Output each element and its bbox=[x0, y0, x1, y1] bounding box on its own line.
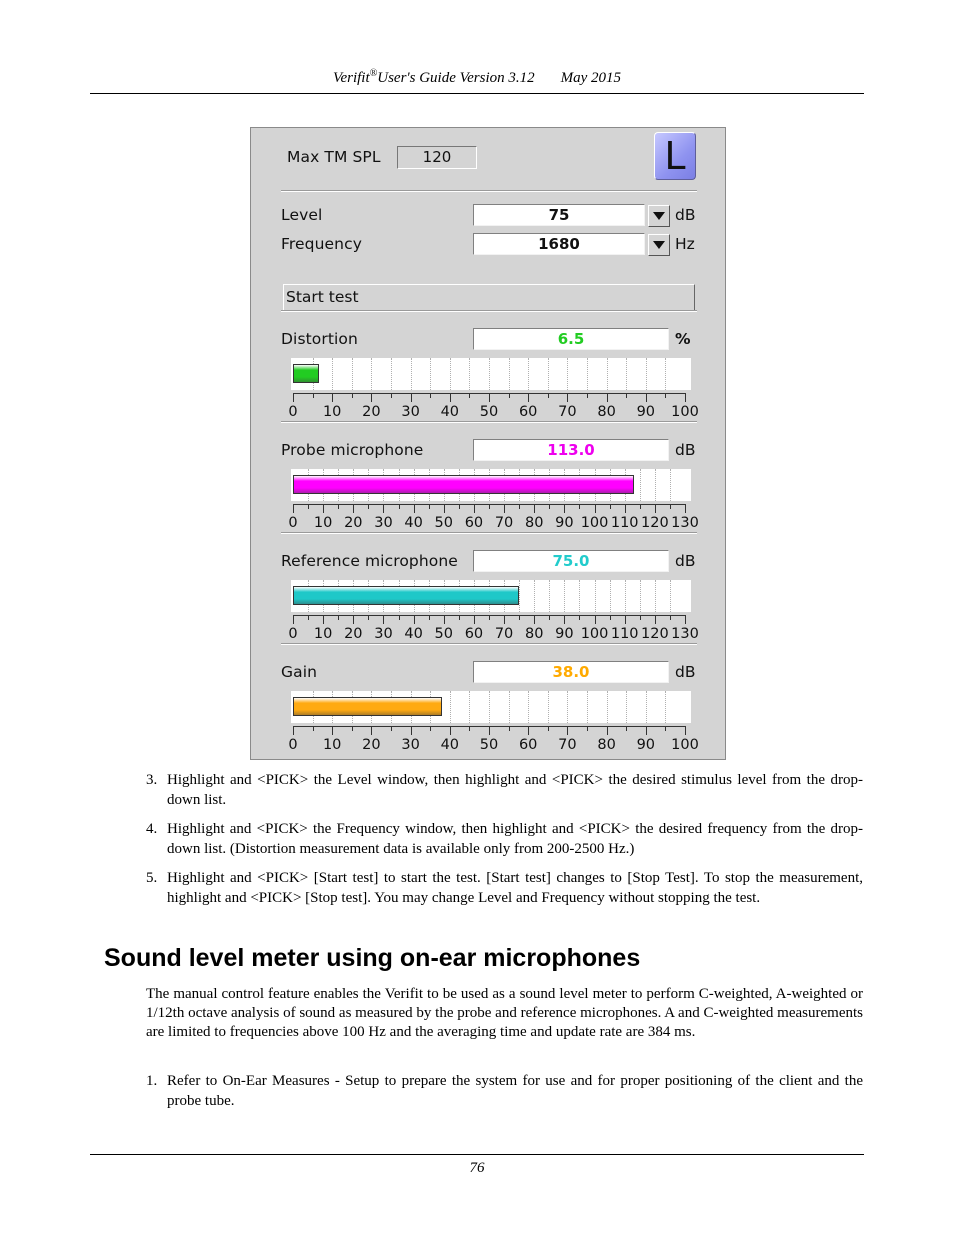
scale-tick bbox=[411, 393, 412, 402]
scale-tick bbox=[607, 393, 608, 402]
scale-tick bbox=[626, 393, 627, 398]
scale-tick bbox=[459, 615, 460, 620]
scale-tick bbox=[489, 393, 490, 402]
frequency-dropdown-arrow-icon[interactable] bbox=[648, 234, 670, 256]
scale-tick bbox=[399, 504, 400, 509]
scale-tick-label: 0 bbox=[288, 404, 298, 420]
scale-tick bbox=[371, 726, 372, 735]
grid-line bbox=[670, 580, 671, 612]
scale-tick-label: 80 bbox=[597, 737, 616, 753]
scale-tick-label: 120 bbox=[641, 515, 669, 531]
scale-tick bbox=[429, 504, 430, 509]
scale-tick-label: 30 bbox=[401, 404, 420, 420]
scale-tick bbox=[548, 726, 549, 731]
divider bbox=[281, 310, 697, 312]
max-tm-spl-value: 120 bbox=[397, 146, 477, 169]
scale-tick bbox=[338, 615, 339, 620]
list-text: Highlight and <PICK> the Level window, then highlight and <PICK> the desired stimulus level from the drop-down list. bbox=[167, 772, 863, 808]
list-item bbox=[146, 869, 863, 908]
scale-tick bbox=[640, 615, 641, 620]
list-number: 4. bbox=[146, 821, 158, 837]
divider bbox=[281, 421, 697, 423]
grid-line bbox=[670, 469, 671, 501]
scale-tick bbox=[549, 615, 550, 620]
grid-line bbox=[509, 691, 510, 723]
scale-tick bbox=[414, 615, 415, 624]
meter-bar-track bbox=[291, 580, 691, 612]
grid-line bbox=[655, 469, 656, 501]
grid-line bbox=[489, 358, 490, 390]
scale-tick bbox=[548, 393, 549, 398]
scale-tick bbox=[391, 393, 392, 398]
scale-tick bbox=[665, 393, 666, 398]
header-title: Verifit bbox=[332, 70, 370, 86]
scale-tick-label: 70 bbox=[558, 404, 577, 420]
scale-tick bbox=[534, 504, 535, 513]
page-header bbox=[90, 68, 864, 87]
scale-tick bbox=[685, 393, 686, 402]
scale-tick bbox=[685, 504, 686, 513]
list-item bbox=[146, 1072, 863, 1111]
scale-tick bbox=[411, 726, 412, 735]
grid-line bbox=[665, 358, 666, 390]
scale-tick bbox=[665, 726, 666, 731]
scale-tick bbox=[352, 393, 353, 398]
scale-tick bbox=[504, 615, 505, 624]
scale-tick bbox=[610, 504, 611, 509]
scale-tick bbox=[625, 615, 626, 624]
manual-control-panel bbox=[250, 127, 726, 760]
grid-line bbox=[646, 358, 647, 390]
grid-line bbox=[640, 580, 641, 612]
scale-tick-label: 10 bbox=[322, 404, 342, 420]
meter-value-field: 38.0 bbox=[473, 661, 669, 683]
meter-value-field: 113.0 bbox=[473, 439, 669, 461]
scale-tick-label: 30 bbox=[374, 515, 393, 531]
scale-tick bbox=[391, 726, 392, 731]
scale-tick-label: 90 bbox=[555, 626, 574, 642]
meter-value-field: 6.5 bbox=[473, 328, 669, 350]
scale-tick bbox=[459, 504, 460, 509]
scale-tick bbox=[323, 504, 324, 513]
meter-bar-track bbox=[291, 691, 691, 723]
scale-tick bbox=[293, 504, 294, 513]
grid-line bbox=[626, 358, 627, 390]
scale-tick bbox=[332, 726, 333, 735]
meter-label: Reference microphone bbox=[281, 552, 458, 570]
grid-line bbox=[548, 358, 549, 390]
scale-tick-label: 40 bbox=[404, 626, 423, 642]
meter-unit: dB bbox=[675, 663, 696, 681]
scale-tick bbox=[430, 393, 431, 398]
grid-line bbox=[579, 580, 580, 612]
meter-bar-fill bbox=[293, 475, 634, 494]
grid-line bbox=[626, 691, 627, 723]
scale-tick bbox=[353, 504, 354, 513]
scale-tick bbox=[383, 504, 384, 513]
scale-tick-label: 20 bbox=[344, 515, 363, 531]
scale-tick bbox=[399, 615, 400, 620]
header-rule bbox=[90, 93, 864, 94]
scale-tick-label: 90 bbox=[555, 515, 574, 531]
section-heading: Sound level meter using on-ear microphones bbox=[104, 944, 641, 972]
scale-tick-label: 70 bbox=[558, 737, 577, 753]
meter-label: Gain bbox=[281, 663, 318, 681]
header-title-rest: User's Guide Version 3.12 bbox=[377, 70, 535, 86]
level-dropdown-arrow-icon[interactable] bbox=[648, 205, 670, 227]
max-tm-spl-label: Max TM SPL bbox=[287, 148, 381, 166]
scale-tick bbox=[528, 393, 529, 402]
scale-tick-label: 20 bbox=[362, 404, 381, 420]
scale-tick-label: 10 bbox=[313, 515, 333, 531]
scale-tick bbox=[430, 726, 431, 731]
scale-tick bbox=[595, 504, 596, 513]
grid-line bbox=[567, 358, 568, 390]
grid-line bbox=[430, 358, 431, 390]
meter-value-field: 75.0 bbox=[473, 550, 669, 572]
footer-rule bbox=[90, 1154, 864, 1155]
scale-tick-label: 10 bbox=[322, 737, 342, 753]
scale-tick bbox=[414, 504, 415, 513]
level-field[interactable]: 75 bbox=[473, 204, 645, 226]
grid-line bbox=[549, 580, 550, 612]
grid-line bbox=[469, 691, 470, 723]
scale-tick-label: 40 bbox=[440, 737, 460, 753]
grid-line bbox=[646, 691, 647, 723]
scale-tick bbox=[685, 615, 686, 624]
scale-tick bbox=[528, 726, 529, 735]
scale-tick-label: 50 bbox=[434, 626, 453, 642]
scale-tick bbox=[338, 504, 339, 509]
scale-tick-label: 110 bbox=[610, 626, 639, 642]
list-number: 3. bbox=[146, 772, 158, 788]
scale-tick bbox=[579, 504, 580, 509]
scale-tick bbox=[469, 726, 470, 731]
list-number: 5. bbox=[146, 870, 158, 886]
list-number: 1. bbox=[146, 1073, 158, 1089]
scale-tick-label: 60 bbox=[518, 737, 538, 753]
scale-tick-label: 90 bbox=[636, 404, 656, 420]
scale-tick-label: 110 bbox=[610, 515, 639, 531]
scale-tick-label: 80 bbox=[524, 626, 544, 642]
ear-select-button[interactable]: L bbox=[654, 132, 696, 180]
grid-line bbox=[371, 358, 372, 390]
scale-tick-label: 20 bbox=[362, 737, 381, 753]
scale-tick-label: 30 bbox=[401, 737, 420, 753]
scale-tick bbox=[352, 726, 353, 731]
meter-bar-track bbox=[291, 469, 691, 501]
scale-tick bbox=[534, 615, 535, 624]
scale-tick bbox=[368, 615, 369, 620]
meter-unit: % bbox=[675, 330, 691, 348]
scale-tick-label: 80 bbox=[524, 515, 544, 531]
list-text: Highlight and <PICK> [Start test] to start the test. [Start test] changes to [Stop Test]. To stop the measurement, highlight and <PICK> [Stop test]. You may change Level and Frequency without stopping the test. bbox=[167, 870, 863, 906]
scale-tick bbox=[670, 615, 671, 620]
meter-bar-fill bbox=[293, 364, 319, 383]
scale-tick bbox=[469, 393, 470, 398]
scale-tick bbox=[564, 615, 565, 624]
scale-tick bbox=[587, 726, 588, 731]
scale-tick bbox=[625, 504, 626, 513]
scale-tick bbox=[293, 726, 294, 735]
grid-line bbox=[391, 358, 392, 390]
section-paragraph: The manual control feature enables the Verifit to be used as a sound level meter to perform C-weighted, A-weighted or 1/12th octave analysis of sound as measured by the probe and reference microphones. A and C-weighted measurements are limited to frequencies above 100 Hz and the averaging time and update rate are 384 ms. bbox=[146, 986, 863, 1040]
meter-scale bbox=[288, 726, 699, 760]
scale-tick bbox=[549, 504, 550, 509]
scale-tick-label: 50 bbox=[479, 404, 499, 420]
scale-tick-label: 0 bbox=[288, 515, 298, 531]
scale-tick bbox=[646, 393, 647, 402]
scale-tick bbox=[313, 393, 314, 398]
scale-tick bbox=[587, 393, 588, 398]
scale-tick-label: 90 bbox=[636, 737, 656, 753]
scale-tick bbox=[640, 504, 641, 509]
scale-tick bbox=[429, 615, 430, 620]
grid-line bbox=[655, 580, 656, 612]
scale-tick bbox=[489, 504, 490, 509]
grid-line bbox=[509, 358, 510, 390]
scale-tick-label: 50 bbox=[434, 515, 453, 531]
frequency-label: Frequency bbox=[281, 235, 362, 253]
scale-tick bbox=[489, 726, 490, 735]
start-test-button[interactable]: Start test bbox=[283, 284, 695, 311]
scale-tick-label: 40 bbox=[440, 404, 460, 420]
scale-tick bbox=[323, 615, 324, 624]
grid-line bbox=[607, 358, 608, 390]
scale-tick bbox=[567, 393, 568, 402]
level-unit: dB bbox=[675, 206, 696, 224]
scale-tick bbox=[610, 615, 611, 620]
grid-line bbox=[610, 580, 611, 612]
scale-tick-label: 30 bbox=[374, 626, 393, 642]
scale-tick-label: 70 bbox=[494, 515, 514, 531]
meter-unit: dB bbox=[675, 552, 696, 570]
grid-line bbox=[489, 691, 490, 723]
scale-tick-label: 60 bbox=[464, 626, 484, 642]
scale-tick bbox=[579, 615, 580, 620]
grid-line bbox=[450, 691, 451, 723]
scale-tick bbox=[308, 615, 309, 620]
level-label: Level bbox=[281, 206, 323, 224]
meter-unit: dB bbox=[675, 441, 696, 459]
scale-tick-label: 70 bbox=[494, 626, 514, 642]
scale-tick bbox=[607, 726, 608, 735]
scale-tick-label: 20 bbox=[344, 626, 363, 642]
grid-line bbox=[411, 358, 412, 390]
scale-tick-label: 100 bbox=[580, 626, 609, 642]
grid-line bbox=[625, 580, 626, 612]
grid-line bbox=[607, 691, 608, 723]
grid-line bbox=[528, 691, 529, 723]
list-text: Highlight and <PICK> the Frequency window, then highlight and <PICK> the desired frequency from the drop-down list. (Distortion measurement data is available only from 200-2500 Hz.) bbox=[167, 821, 863, 857]
scale-tick bbox=[685, 726, 686, 735]
meter-label: Probe microphone bbox=[281, 441, 424, 459]
scale-tick bbox=[474, 504, 475, 513]
scale-tick bbox=[519, 615, 520, 620]
grid-line bbox=[587, 691, 588, 723]
scale-tick bbox=[444, 504, 445, 513]
scale-tick bbox=[293, 615, 294, 624]
divider bbox=[281, 643, 697, 645]
scale-tick bbox=[646, 726, 647, 735]
grid-line bbox=[548, 691, 549, 723]
grid-line bbox=[528, 358, 529, 390]
scale-tick bbox=[519, 504, 520, 509]
scale-tick-label: 120 bbox=[641, 626, 669, 642]
scale-tick-label: 130 bbox=[671, 626, 699, 642]
scale-tick bbox=[655, 615, 656, 624]
divider bbox=[281, 532, 697, 534]
scale-tick bbox=[474, 615, 475, 624]
header-date: May 2015 bbox=[560, 70, 622, 86]
scale-tick bbox=[450, 726, 451, 735]
scale-tick bbox=[308, 504, 309, 509]
scale-tick bbox=[353, 615, 354, 624]
grid-line bbox=[564, 580, 565, 612]
scale-tick bbox=[450, 393, 451, 402]
scale-tick bbox=[670, 504, 671, 509]
grid-line bbox=[332, 358, 333, 390]
scale-tick bbox=[567, 726, 568, 735]
meter-bar-fill bbox=[293, 586, 519, 605]
grid-line bbox=[450, 358, 451, 390]
meter-label: Distortion bbox=[281, 330, 358, 348]
grid-line bbox=[595, 580, 596, 612]
scale-tick bbox=[489, 615, 490, 620]
scale-tick bbox=[655, 504, 656, 513]
grid-line bbox=[567, 691, 568, 723]
grid-line bbox=[534, 580, 535, 612]
grid-line bbox=[640, 469, 641, 501]
scale-tick-label: 60 bbox=[464, 515, 484, 531]
scale-tick-label: 50 bbox=[479, 737, 499, 753]
scale-tick-label: 130 bbox=[671, 515, 699, 531]
scale-tick-label: 0 bbox=[288, 737, 298, 753]
scale-tick bbox=[626, 726, 627, 731]
frequency-unit: Hz bbox=[675, 235, 695, 253]
scale-tick bbox=[509, 726, 510, 731]
scale-tick-label: 80 bbox=[597, 404, 616, 420]
scale-tick bbox=[509, 393, 510, 398]
meter-bar-track bbox=[291, 358, 691, 390]
scale-tick-label: 100 bbox=[671, 404, 699, 420]
scale-tick bbox=[332, 393, 333, 402]
grid-line bbox=[587, 358, 588, 390]
registered-mark: ® bbox=[369, 68, 378, 79]
frequency-field[interactable]: 1680 bbox=[473, 233, 645, 255]
list-item bbox=[146, 771, 863, 810]
meter-bar-fill bbox=[293, 697, 442, 716]
scale-tick-label: 60 bbox=[518, 404, 538, 420]
scale-tick bbox=[313, 726, 314, 731]
page-number: 76 bbox=[469, 1160, 485, 1176]
scale-tick bbox=[564, 504, 565, 513]
list-text: Refer to On-Ear Measures - Setup to prepare the system for use and for proper positioning of the client and the probe tube. bbox=[167, 1073, 863, 1109]
scale-tick bbox=[371, 393, 372, 402]
scale-tick bbox=[293, 393, 294, 402]
grid-line bbox=[352, 358, 353, 390]
divider bbox=[281, 190, 697, 192]
grid-line bbox=[519, 580, 520, 612]
scale-tick bbox=[595, 615, 596, 624]
scale-tick-label: 100 bbox=[580, 515, 609, 531]
grid-line bbox=[665, 691, 666, 723]
scale-tick-label: 10 bbox=[313, 626, 333, 642]
scale-tick bbox=[368, 504, 369, 509]
scale-tick bbox=[383, 615, 384, 624]
scale-tick bbox=[504, 504, 505, 513]
scale-tick-label: 0 bbox=[288, 626, 298, 642]
scale-tick-label: 100 bbox=[671, 737, 699, 753]
grid-line bbox=[469, 358, 470, 390]
scale-tick-label: 40 bbox=[404, 515, 423, 531]
list-item bbox=[146, 820, 863, 859]
scale-tick bbox=[444, 615, 445, 624]
